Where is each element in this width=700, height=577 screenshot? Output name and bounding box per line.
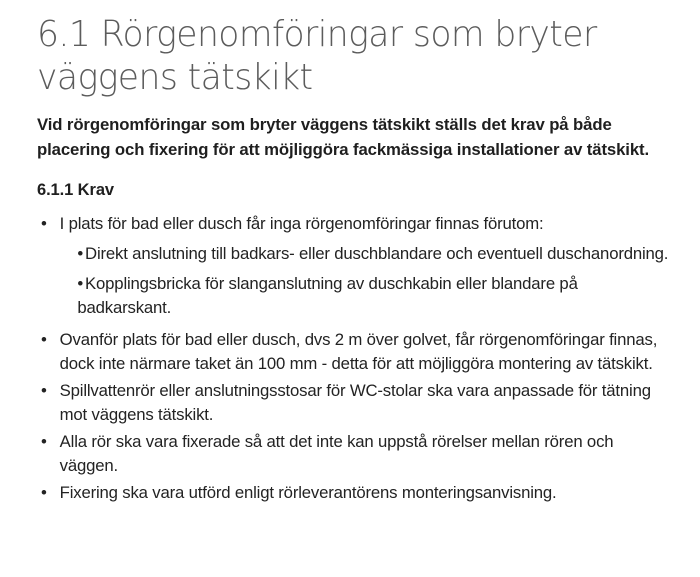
section-subheading: 6.1.1 Krav <box>37 181 114 199</box>
list-item <box>37 481 670 505</box>
bullet-icon: • <box>40 330 47 349</box>
sub-list-item <box>60 242 671 266</box>
list-item-text: Fixering ska vara utförd enligt rörleverantörens monteringsanvisning. <box>59 483 557 502</box>
requirements-list <box>37 201 680 505</box>
list-item <box>37 430 670 478</box>
sub-list-item <box>60 272 671 320</box>
list-item-text: Alla rör ska vara fixerade så att det inte kan uppstå rörelser mellan rören och väggen. <box>59 432 614 475</box>
bullet-icon: • <box>77 274 84 293</box>
list-item-text: Ovanför plats för bad eller dusch, dvs 2 m över golvet, får rörgenomföringar finnas, dock inte närmare taket än 100 mm - detta för att möjliggöra montering av tätskikt. <box>59 330 658 373</box>
bullet-icon: • <box>40 483 47 502</box>
page-title: 6.1 Rörgenomföringar som bryter väggens tätskikt <box>37 14 597 98</box>
sub-requirements-list <box>60 242 671 320</box>
sub-list-item-text: Direkt anslutning till badkars- eller duschblandare och eventuell duschanordning. <box>85 244 669 263</box>
bullet-icon: • <box>40 432 47 451</box>
bullet-icon: • <box>40 381 47 400</box>
list-item <box>37 379 670 427</box>
sub-list-item-text: Kopplingsbricka för slanganslutning av duschkabin eller blandare på badkarskant. <box>77 274 578 317</box>
list-item <box>37 212 670 320</box>
list-item <box>37 328 670 376</box>
list-item-text: I plats för bad eller dusch får inga rörgenomföringar finnas förutom: <box>59 214 544 233</box>
list-item-text: Spillvattenrör eller anslutningsstosar för WC-stolar ska vara anpassade för tätning mot väggens tätskikt. <box>59 381 651 424</box>
lead-paragraph: Vid rörgenomföringar som bryter väggens tätskikt ställs det krav på både placering och fixering för att möjliggöra fackmässiga installationer av tätskikt. <box>37 115 650 159</box>
bullet-icon: • <box>77 244 84 263</box>
bullet-icon: • <box>40 214 47 233</box>
